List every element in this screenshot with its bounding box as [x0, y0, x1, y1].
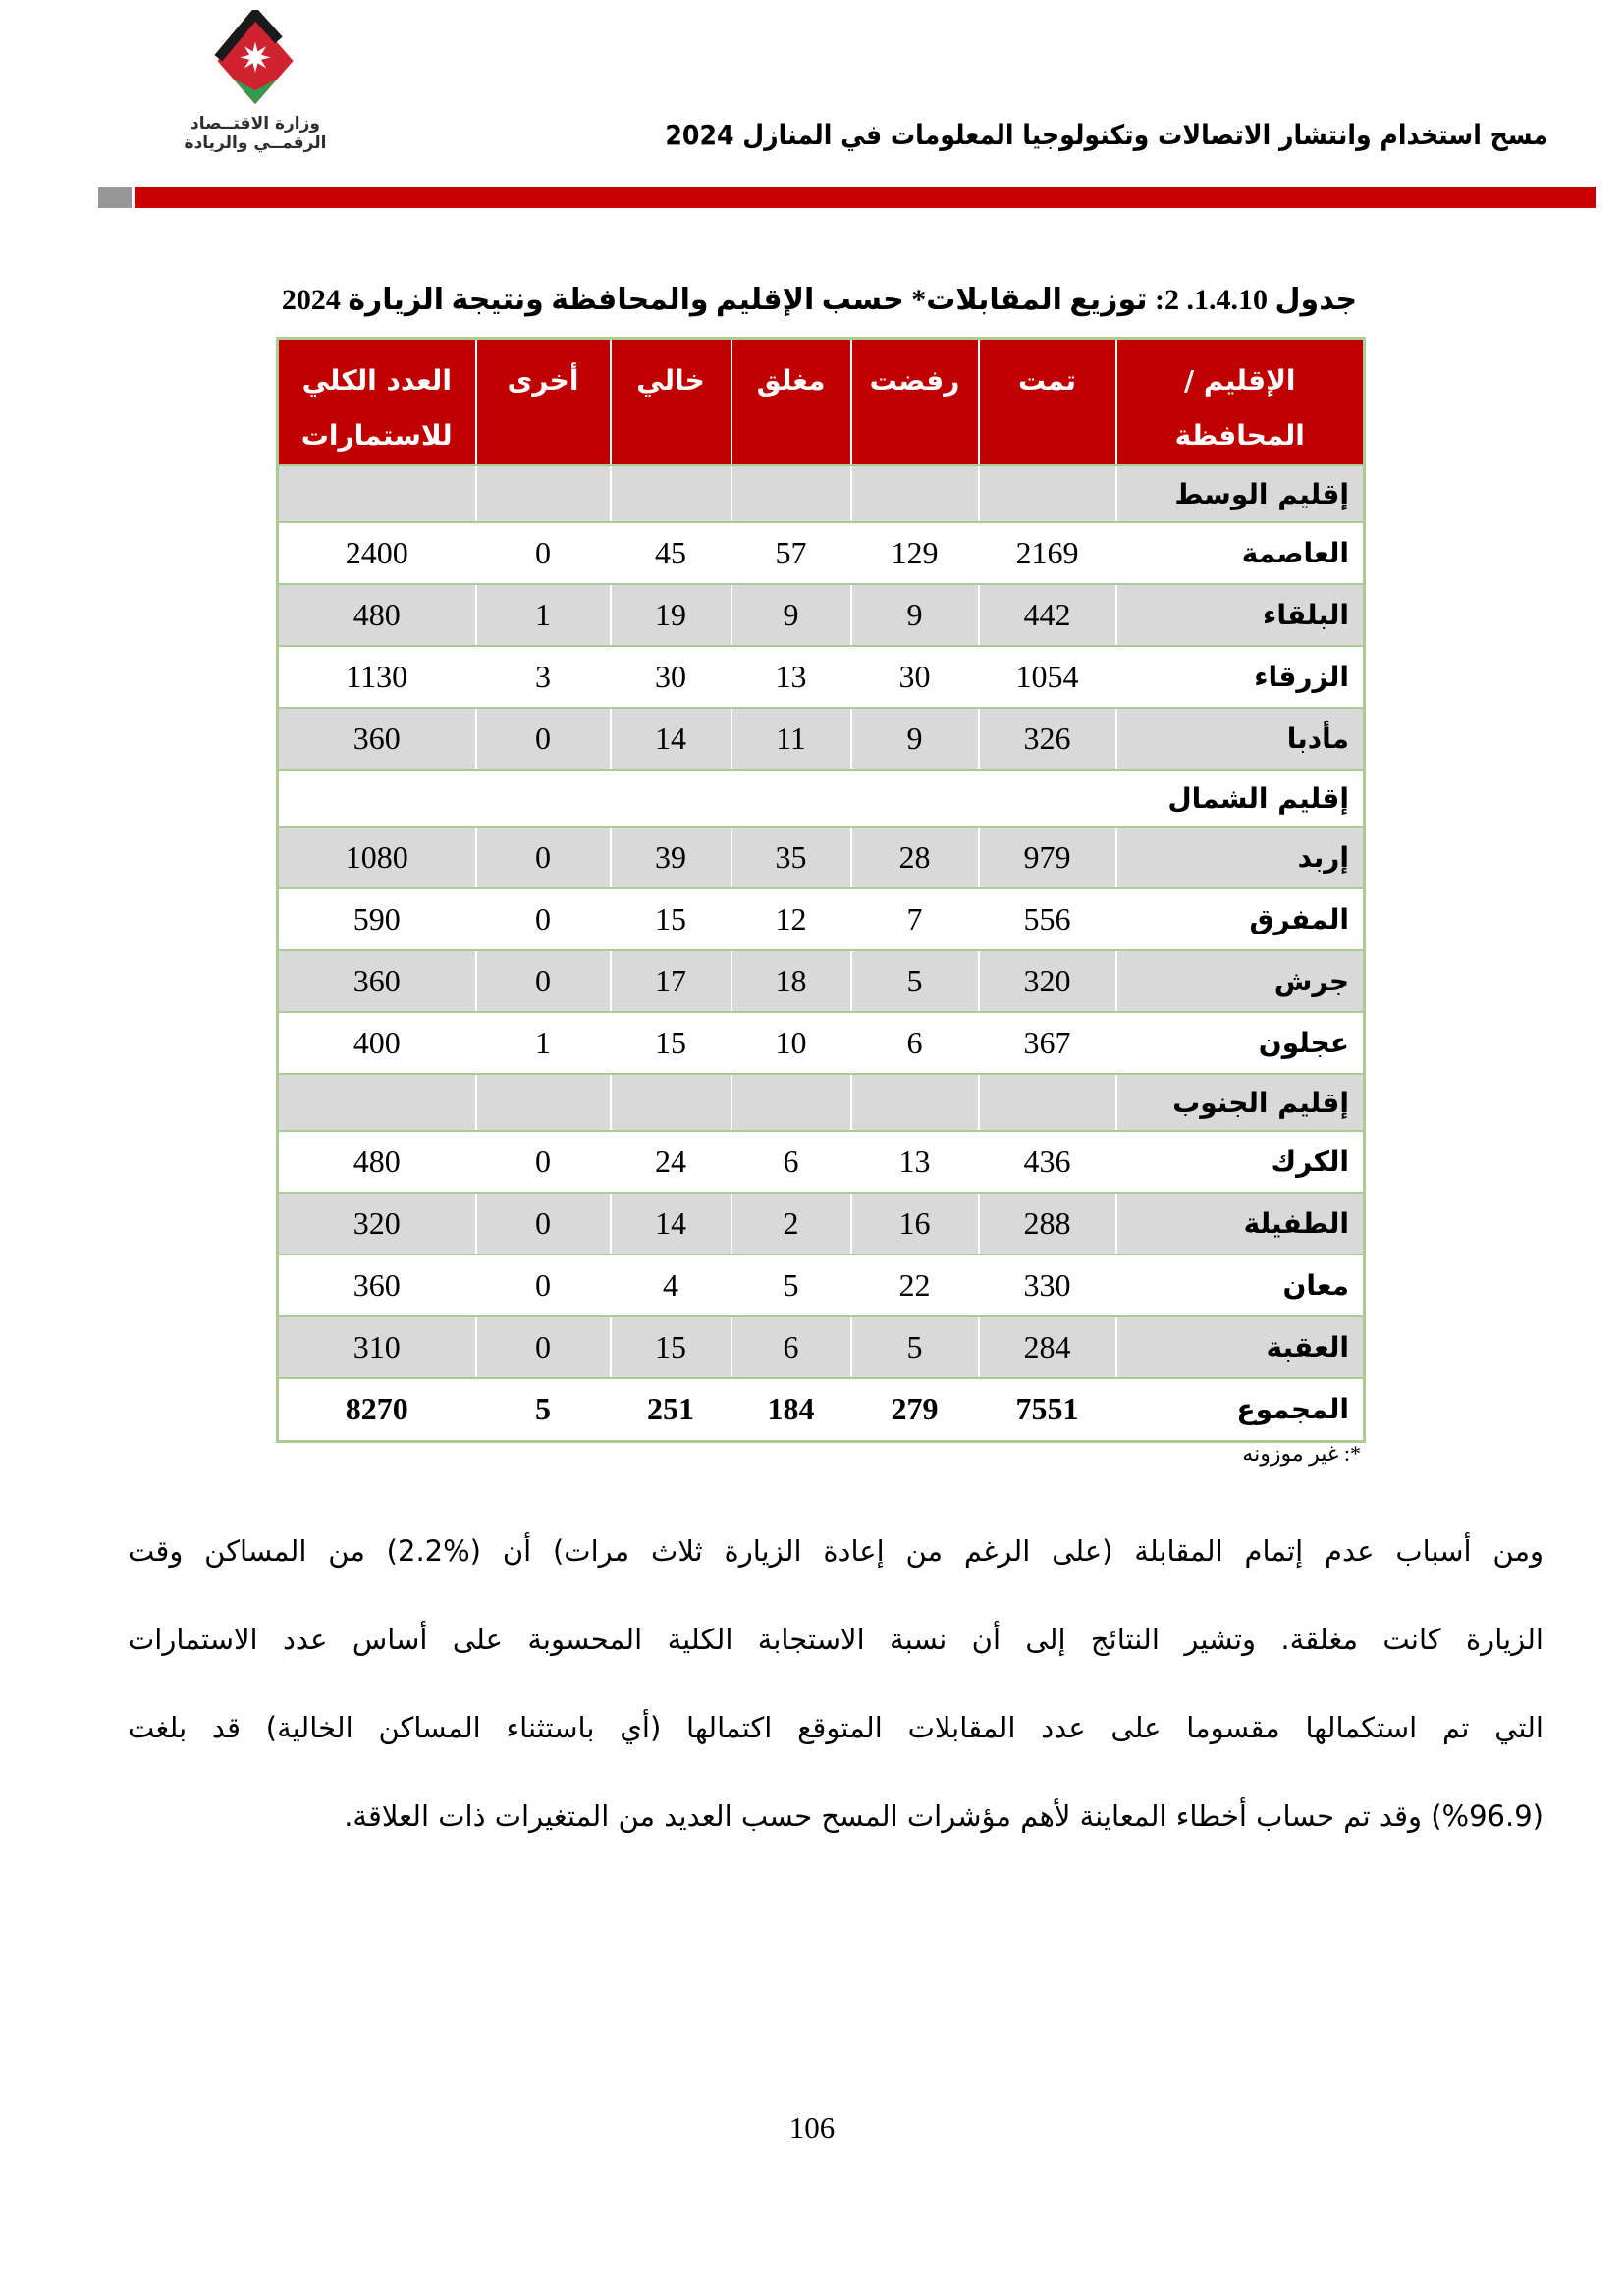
count-cell: 320 — [979, 950, 1116, 1012]
count-cell — [278, 465, 476, 522]
governorate-cell: العقبة — [1116, 1316, 1365, 1378]
count-cell: 436 — [979, 1131, 1116, 1193]
count-cell — [731, 770, 851, 827]
count-cell: 284 — [979, 1316, 1116, 1378]
count-cell: 35 — [731, 827, 851, 888]
count-cell — [278, 1074, 476, 1131]
count-cell: 0 — [476, 522, 611, 584]
count-cell: 10 — [731, 1012, 851, 1074]
logo-text-line1: وزارة الاقتــصاد — [190, 114, 320, 133]
count-cell: 12 — [731, 888, 851, 950]
ministry-logo-emblem — [210, 10, 300, 112]
count-cell: 5 — [851, 1316, 979, 1378]
table-row — [278, 888, 1365, 950]
count-cell: 14 — [611, 708, 731, 770]
count-cell: 2400 — [278, 522, 476, 584]
column-header: رفضت — [851, 339, 979, 466]
count-cell — [731, 465, 851, 522]
count-cell — [979, 1074, 1116, 1131]
page-number: 106 — [788, 2110, 836, 2145]
count-cell: 330 — [979, 1255, 1116, 1316]
governorate-cell: عجلون — [1116, 1012, 1365, 1074]
region-section-cell: إقليم الوسط — [1116, 465, 1365, 522]
count-cell: 14 — [611, 1193, 731, 1255]
table-header — [278, 339, 1365, 466]
table-row — [278, 646, 1365, 708]
count-cell — [611, 465, 731, 522]
count-cell: 9 — [851, 584, 979, 646]
table-row — [278, 522, 1365, 584]
count-cell: 3 — [476, 646, 611, 708]
count-cell: 556 — [979, 888, 1116, 950]
governorate-cell: الكرك — [1116, 1131, 1365, 1193]
count-cell: 279 — [851, 1378, 979, 1441]
count-cell: 0 — [476, 1255, 611, 1316]
count-cell — [979, 465, 1116, 522]
count-cell: 310 — [278, 1316, 476, 1378]
count-cell: 15 — [611, 1316, 731, 1378]
divider-gray-block — [98, 187, 132, 208]
count-cell — [611, 1074, 731, 1131]
count-cell: 2169 — [979, 522, 1116, 584]
column-header: مغلق — [731, 339, 851, 466]
column-header: أخرى — [476, 339, 611, 466]
count-cell — [851, 465, 979, 522]
count-cell: 6 — [851, 1012, 979, 1074]
count-cell: 22 — [851, 1255, 979, 1316]
table-header-row — [278, 339, 1365, 466]
count-cell: 30 — [851, 646, 979, 708]
count-cell: 4 — [611, 1255, 731, 1316]
count-cell: 19 — [611, 584, 731, 646]
count-cell: 480 — [278, 584, 476, 646]
total-label-cell: المجموع — [1116, 1378, 1365, 1441]
governorate-cell: إربد — [1116, 827, 1365, 888]
paragraph-line: الزيارة كانت مغلقة. وتشير النتائج إلى أن نسبة الاستجابة الكلية المحسوبة على أساس عدد الاستمارات — [128, 1623, 1543, 1656]
count-cell: 11 — [731, 708, 851, 770]
count-cell: 400 — [278, 1012, 476, 1074]
count-cell: 18 — [731, 950, 851, 1012]
count-cell: 28 — [851, 827, 979, 888]
count-cell: 24 — [611, 1131, 731, 1193]
count-cell: 1080 — [278, 827, 476, 888]
count-cell: 360 — [278, 950, 476, 1012]
table-row — [278, 1131, 1365, 1193]
count-cell — [611, 770, 731, 827]
count-cell: 251 — [611, 1378, 731, 1441]
count-cell: 0 — [476, 1193, 611, 1255]
count-cell: 129 — [851, 522, 979, 584]
interviews-distribution-table — [276, 337, 1366, 1443]
count-cell: 442 — [979, 584, 1116, 646]
count-cell: 17 — [611, 950, 731, 1012]
governorate-cell: المفرق — [1116, 888, 1365, 950]
governorate-cell: الزرقاء — [1116, 646, 1365, 708]
count-cell: 15 — [611, 888, 731, 950]
document-header-title: مسح استخدام وانتشار الاتصالات وتكنولوجيا المعلومات في المنازل 2024 — [665, 119, 1548, 151]
table-row — [278, 465, 1365, 522]
count-cell: 5 — [851, 950, 979, 1012]
divider-red-bar — [135, 187, 1596, 208]
table-row — [278, 1074, 1365, 1131]
count-cell: 0 — [476, 708, 611, 770]
count-cell: 0 — [476, 827, 611, 888]
count-cell — [278, 770, 476, 827]
count-cell: 360 — [278, 1255, 476, 1316]
count-cell: 288 — [979, 1193, 1116, 1255]
governorate-cell: العاصمة — [1116, 522, 1365, 584]
count-cell: 2 — [731, 1193, 851, 1255]
count-cell: 367 — [979, 1012, 1116, 1074]
paragraph-line: التي تم استكمالها مقسوما على عدد المقابلات المتوقع اكتمالها (أي باستثناء المساكن الخالية) قد بلغت — [128, 1711, 1543, 1744]
table-row — [278, 1193, 1365, 1255]
table-row — [278, 1316, 1365, 1378]
count-cell: 590 — [278, 888, 476, 950]
count-cell: 15 — [611, 1012, 731, 1074]
logo-text-line2: الرقمــي والريادة — [184, 133, 327, 153]
paragraph-line: ومن أسباب عدم إتمام المقابلة (على الرغم من إعادة الزيارة ثلاث مرات) أن (%2.2) من المساكن وقت — [128, 1534, 1544, 1568]
count-cell — [731, 1074, 851, 1131]
count-cell: 7551 — [979, 1378, 1116, 1441]
count-cell: 30 — [611, 646, 731, 708]
count-cell: 979 — [979, 827, 1116, 888]
count-cell: 480 — [278, 1131, 476, 1193]
count-cell: 320 — [278, 1193, 476, 1255]
region-section-cell: إقليم الشمال — [1116, 770, 1365, 827]
count-cell: 13 — [731, 646, 851, 708]
count-cell: 9 — [731, 584, 851, 646]
table-body — [278, 465, 1365, 1441]
count-cell: 5 — [476, 1378, 611, 1441]
region-section-cell: إقليم الجنوب — [1116, 1074, 1365, 1131]
count-cell: 7 — [851, 888, 979, 950]
column-header: العدد الكلي للاستمارات — [278, 339, 476, 466]
count-cell: 39 — [611, 827, 731, 888]
count-cell: 184 — [731, 1378, 851, 1441]
count-cell: 1 — [476, 1012, 611, 1074]
count-cell: 57 — [731, 522, 851, 584]
count-cell: 0 — [476, 1131, 611, 1193]
column-header: خالي — [611, 339, 731, 466]
count-cell: 6 — [731, 1316, 851, 1378]
count-cell: 9 — [851, 708, 979, 770]
count-cell — [979, 770, 1116, 827]
table-row — [278, 584, 1365, 646]
governorate-cell: مأدبا — [1116, 708, 1365, 770]
governorate-cell: جرش — [1116, 950, 1365, 1012]
governorate-cell: معان — [1116, 1255, 1365, 1316]
governorate-cell: البلقاء — [1116, 584, 1365, 646]
count-cell: 1 — [476, 584, 611, 646]
count-cell: 6 — [731, 1131, 851, 1193]
count-cell: 0 — [476, 950, 611, 1012]
table-row — [278, 827, 1365, 888]
count-cell — [476, 465, 611, 522]
table-row — [278, 950, 1365, 1012]
count-cell: 45 — [611, 522, 731, 584]
count-cell: 0 — [476, 1316, 611, 1378]
count-cell: 0 — [476, 888, 611, 950]
table-row — [278, 1255, 1365, 1316]
count-cell — [851, 1074, 979, 1131]
count-cell — [476, 1074, 611, 1131]
count-cell: 13 — [851, 1131, 979, 1193]
table-row — [278, 708, 1365, 770]
table-row — [278, 1378, 1365, 1441]
count-cell: 326 — [979, 708, 1116, 770]
governorate-cell: الطفيلة — [1116, 1193, 1365, 1255]
column-header: الإقليم / المحافظة — [1116, 339, 1365, 466]
count-cell: 360 — [278, 708, 476, 770]
table-title: جدول 1.4.10. 2: توزيع المقابلات* حسب الإقليم والمحافظة ونتيجة الزيارة 2024 — [281, 284, 1358, 316]
body-paragraph — [128, 1507, 1543, 1860]
count-cell: 1054 — [979, 646, 1116, 708]
paragraph-line: (%96.9) وقد تم حساب أخطاء المعاينة لأهم مؤشرات المسح حسب العديد من المتغيرات ذات العلاقة. — [344, 1799, 1543, 1833]
count-cell — [851, 770, 979, 827]
count-cell — [476, 770, 611, 827]
count-cell: 5 — [731, 1255, 851, 1316]
count-cell: 1130 — [278, 646, 476, 708]
table-row — [278, 1012, 1365, 1074]
count-cell: 8270 — [278, 1378, 476, 1441]
column-header: تمت — [979, 339, 1116, 466]
ministry-logo — [167, 10, 344, 153]
table-footnote: *: غير موزونه — [1242, 1441, 1361, 1466]
count-cell: 16 — [851, 1193, 979, 1255]
table-row — [278, 770, 1365, 827]
